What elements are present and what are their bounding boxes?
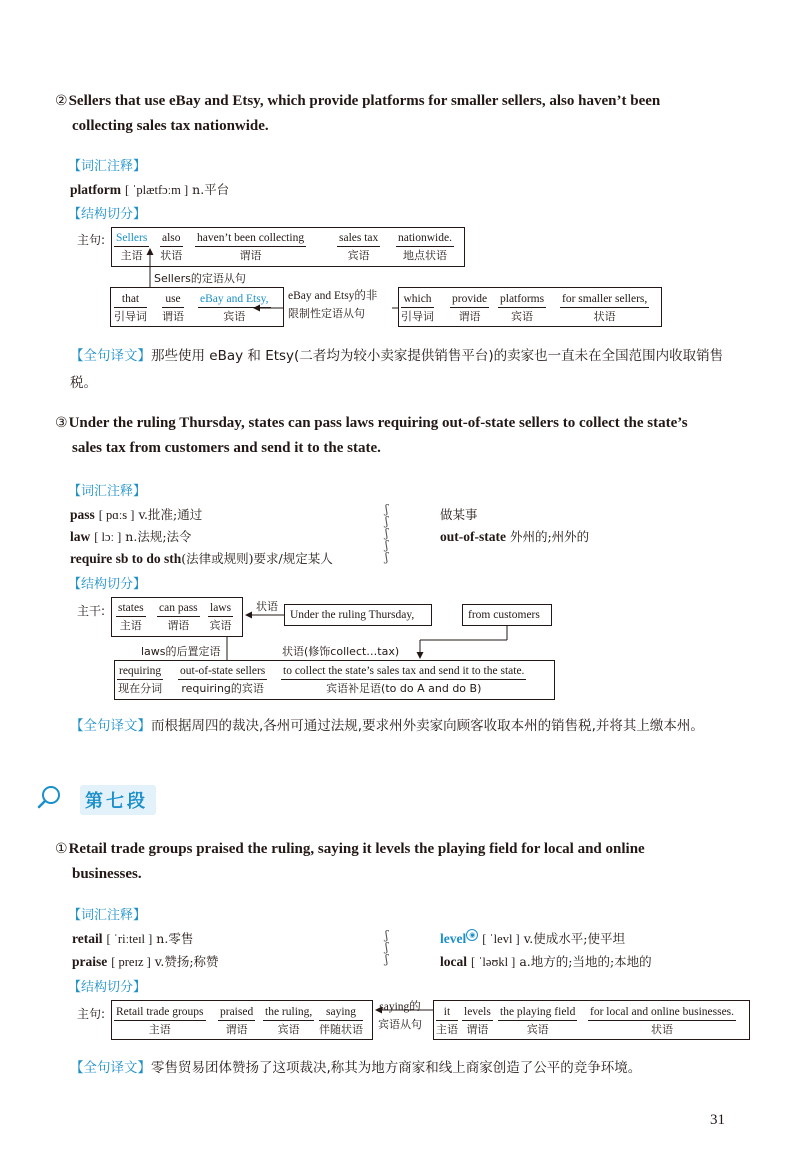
page-number: 31: [710, 1112, 725, 1128]
diagram-cell: which 引导词: [401, 293, 434, 323]
vocab-entry: out-of-state 外州的;州外的: [440, 529, 590, 544]
diagram-cell: it 主语: [436, 1006, 458, 1036]
section-heading: 第七段: [85, 791, 148, 812]
adverbial-text: Under the ruling Thursday,: [290, 609, 415, 621]
diagram-cell: sales tax 宾语: [339, 232, 379, 262]
vocab-entry: retail [ ˈriːteɪl ] n.零售: [72, 931, 194, 946]
column-divider: ʃ ʃ ʃ ʃ ʃ: [385, 502, 389, 564]
diagram-cell: that 引导词: [114, 293, 147, 323]
attr-clause-label: Sellers的定语从句: [154, 272, 246, 285]
diagram-cell: saying 伴随状语: [319, 1006, 363, 1036]
diagram-cell: levels 谓语: [464, 1006, 491, 1036]
structure-title: 【结构切分】: [68, 207, 147, 222]
vocab-entry: praise [ preɪz ] v.赞扬;称赞: [72, 954, 219, 969]
adverbial-modify-label: 状语(修饰collect…tax): [282, 645, 400, 658]
diagram-cell: out-of-state sellers requiring的宾语: [180, 665, 266, 695]
translation-text: 而根据周四的裁决,各州可通过法规,要求州外卖家向顾客收取本州的销售税,并将其上缴本州。: [151, 718, 704, 734]
from-customers-text: from customers: [468, 609, 540, 621]
diagram-cell: use 谓语: [162, 293, 184, 323]
sentence-line-2: collecting sales tax nationwide.: [72, 118, 269, 134]
sentence-line-2: sales tax from customers and send it to the state.: [72, 440, 381, 456]
diagram-cell: to collect the state’s sales tax and send it to the state. 宾语补足语(to do A and do B): [283, 665, 525, 695]
diagram-cell: laws 宾语: [209, 602, 232, 632]
translation-label: 【全句译文】: [70, 348, 151, 364]
sentence-number: ②: [55, 93, 68, 109]
translation-label: 【全句译文】: [70, 1060, 151, 1076]
vocab-phonetic: [ ˈplætfɔːm ]: [124, 183, 189, 197]
frequency-icon: ◉: [466, 929, 478, 941]
translation-text: 那些使用 eBay 和 Etsy(二者均为较小卖家提供销售平台)的卖家也一直未在全国范围内收取销售税。: [70, 348, 724, 391]
diagram-cell: Retail trade groups 主语: [116, 1006, 204, 1036]
main-clause-label: 主句:: [77, 233, 106, 247]
diagram-cell: nationwide. 地点状语: [398, 232, 452, 262]
diagram-cell: the ruling, 宾语: [265, 1006, 313, 1036]
sentence-number: ①: [55, 841, 68, 857]
object-clause-label: saying的 宾语从句: [378, 1001, 422, 1031]
diagram-cell: provide 谓语: [452, 293, 488, 323]
vocab-entry: require sb to do sth(法律或规则)要求/规定某人: [70, 551, 333, 566]
structure-title: 【结构切分】: [68, 577, 147, 592]
vocab-title: 【词汇注释】: [68, 484, 147, 499]
translation-label: 【全句译文】: [70, 718, 151, 734]
diagram-cell: haven’t been collecting 谓语: [197, 232, 305, 262]
column-divider: ʃ ʃ ʃ: [385, 928, 389, 966]
vocab-word: platform: [70, 182, 121, 197]
adverbial-label: 状语: [256, 600, 278, 613]
vocab-entry: law [ lɔː ] n.法规;法令: [70, 529, 192, 544]
diagram-cell: for local and online businesses. 状语: [590, 1006, 735, 1036]
sentence-line-1: Retail trade groups praised the ruling, saying it levels the playing field for local and online: [68, 841, 645, 857]
vocab-title: 【词汇注释】: [68, 159, 147, 174]
diagram-cell: Sellers 主语: [116, 232, 148, 262]
vocab-entry: pass [ pɑːs ] v.批准;通过: [70, 507, 203, 522]
diagram-cell: platforms 宾语: [500, 293, 545, 323]
diagram-cell: the playing field 宾语: [500, 1006, 576, 1036]
vocab-entry: level ◉ [ ˈlevl ] v.使成水平;使平坦: [440, 931, 625, 946]
vocab-entry: local [ ˈləʊkl ] a.地方的;当地的;本地的: [440, 954, 652, 969]
diagram-cell: also 状语: [160, 232, 183, 262]
main-clause-label: 主句:: [77, 1007, 106, 1021]
diagram-cell: requiring 现在分词: [118, 665, 163, 695]
structure-title: 【结构切分】: [68, 980, 147, 995]
vocab-title: 【词汇注释】: [68, 908, 147, 923]
post-attributive-label: laws的后置定语: [141, 645, 221, 658]
diagram-cell: praised 谓语: [220, 1006, 254, 1036]
nonrestrictive-label: eBay and Etsy的非 限制性定语从句: [288, 290, 378, 320]
diagram-cell: eBay and Etsy, 宾语: [200, 293, 269, 323]
sentence-line-1: Under the ruling Thursday, states can pass laws requiring out-of-state sellers to collect the state’s: [68, 415, 688, 431]
vocab-definition: n.平台: [192, 182, 230, 197]
diagram-cell: states 主语: [118, 602, 144, 632]
vocab-entry: 做某事: [440, 507, 478, 522]
diagram-cell: can pass 谓语: [159, 602, 198, 632]
diagram-cell: for smaller sellers, 状语: [562, 293, 648, 323]
translation-text: 零售贸易团体赞扬了这项裁决,称其为地方商家和线上商家创造了公平的竞争环境。: [151, 1060, 642, 1076]
sentence-number: ③: [55, 415, 68, 431]
trunk-label: 主干:: [77, 604, 106, 618]
sentence-line-1: Sellers that use eBay and Etsy, which provide platforms for smaller sellers, also haven’t been: [68, 93, 661, 109]
sentence-line-2: businesses.: [72, 866, 142, 882]
